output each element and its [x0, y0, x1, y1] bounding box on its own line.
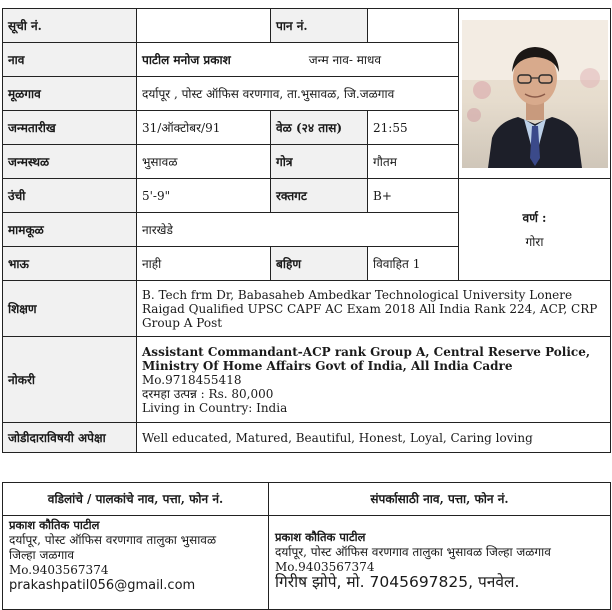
- shikshan-value: B. Tech frm Dr, Babasaheb Ambedkar Technological University Lonere Raigad Qualified UPSC CAPF AC Exam 2018 All India Rank 224, ACP, CRP Group A Post: [137, 281, 611, 337]
- parents-cell: [3, 516, 269, 610]
- parent-phone: Mo.9403567374: [9, 563, 109, 577]
- suchi-value: [137, 9, 271, 43]
- parent-email: prakashpatil056@gmail.com: [9, 578, 196, 593]
- sampark-header: संपर्कासाठी नाव, पत्ता, फोन नं.: [269, 483, 611, 516]
- vel-value: 21:55: [368, 111, 459, 145]
- contact-header-row: [3, 483, 611, 516]
- biodata-sheet: [2, 8, 610, 610]
- row-nokari: [3, 337, 611, 423]
- contact-phone: Mo.9403567374: [275, 560, 375, 574]
- raktagat-label: रक्तगट: [271, 179, 368, 213]
- unchi-value: 5'-9": [137, 179, 271, 213]
- mulgaav-value: दर्यापूर , पोस्ट ऑफिस वरणगाव, ता.भुसावळ, जि.जळगाव: [137, 77, 459, 111]
- contact-name: प्रकाश कौतिक पाटील: [275, 530, 366, 544]
- janmasthal-value: भुसावळ: [137, 145, 271, 179]
- contact-addr: दर्यापूर, पोस्ट ऑफिस वरणगाव तालुका भुसावळ जिल्हा जळगाव: [275, 545, 551, 559]
- sampark-cell: [269, 516, 611, 610]
- pan-label: पान नं.: [271, 9, 368, 43]
- bhau-label: भाऊ: [3, 247, 137, 281]
- row-apeksha: [3, 423, 611, 453]
- parent-addr1: दर्यापूर, पोस्ट ऑफिस वरणगाव तालुका भुसावळ: [9, 533, 217, 547]
- bahin-value: विवाहित 1: [368, 247, 459, 281]
- nokari-line4: दरमहा उत्पन्न : Rs. 80,000: [142, 386, 274, 401]
- nokari-label: नोकरी: [3, 337, 137, 423]
- janma-naav: जन्म नाव- माधव: [308, 52, 382, 67]
- mamkul-label: मामकूळ: [3, 213, 137, 247]
- contact-extra: गिरीष झोपे, मो. 7045697825, पनवेल.: [275, 573, 520, 591]
- person-photo: [462, 20, 608, 168]
- bhau-value: नाही: [137, 247, 271, 281]
- nokari-line3: Mo.9718455418: [142, 372, 242, 387]
- mulgaav-label: मूळगाव: [3, 77, 137, 111]
- person-photo-icon: [462, 20, 608, 168]
- parent-name: प्रकाश कौतिक पाटील: [9, 518, 100, 532]
- vel-label: वेळ (२४ तास): [271, 111, 368, 145]
- janmatarikh-value: 31/ऑक्टोबर/91: [137, 111, 271, 145]
- bahin-label: बहिण: [271, 247, 368, 281]
- pan-value: [368, 9, 459, 43]
- shikshan-label: शिक्षण: [3, 281, 137, 337]
- apeksha-label: जोडीदाराविषयी अपेक्षा: [3, 423, 137, 453]
- varn-label: वर्ण :: [522, 210, 547, 225]
- varn-value: गोरा: [525, 234, 544, 249]
- nokari-line1: Assistant Commandant-ACP rank Group A, Central Reserve Police,: [142, 344, 591, 359]
- apeksha-value: Well educated, Matured, Beautiful, Honest, Loyal, Caring loving: [137, 423, 611, 453]
- parents-header: वडिलांचे / पालकांचे नाव, पत्ता, फोन नं.: [3, 483, 269, 516]
- gotra-value: गौतम: [368, 145, 459, 179]
- contact-body-row: [3, 516, 611, 610]
- contact-table: [2, 482, 611, 610]
- mamkul-value: नारखेडे: [137, 213, 459, 247]
- nokari-line2: Ministry Of Home Affairs Govt of India, All India Cadre: [142, 358, 513, 373]
- naav-label: नाव: [3, 43, 137, 77]
- suchi-label: सूची नं.: [3, 9, 137, 43]
- unchi-label: उंची: [3, 179, 137, 213]
- gotra-label: गोत्र: [271, 145, 368, 179]
- naav-cell: [137, 43, 459, 77]
- photo-cell: [459, 9, 611, 179]
- biodata-table: [2, 8, 611, 453]
- parent-addr2: जिल्हा जळगाव: [9, 548, 75, 562]
- nokari-line5: Living in Country: India: [142, 400, 288, 415]
- janmatarikh-label: जन्मतारीख: [3, 111, 137, 145]
- naav-value: पाटील मनोज प्रकाश: [142, 52, 231, 67]
- varn-cell: [459, 179, 611, 281]
- janmasthal-label: जन्मस्थळ: [3, 145, 137, 179]
- row-shikshan: [3, 281, 611, 337]
- nokari-cell: [137, 337, 611, 423]
- raktagat-value: B+: [368, 179, 459, 213]
- row-suchi: [3, 9, 611, 43]
- row-unchi: [3, 179, 611, 213]
